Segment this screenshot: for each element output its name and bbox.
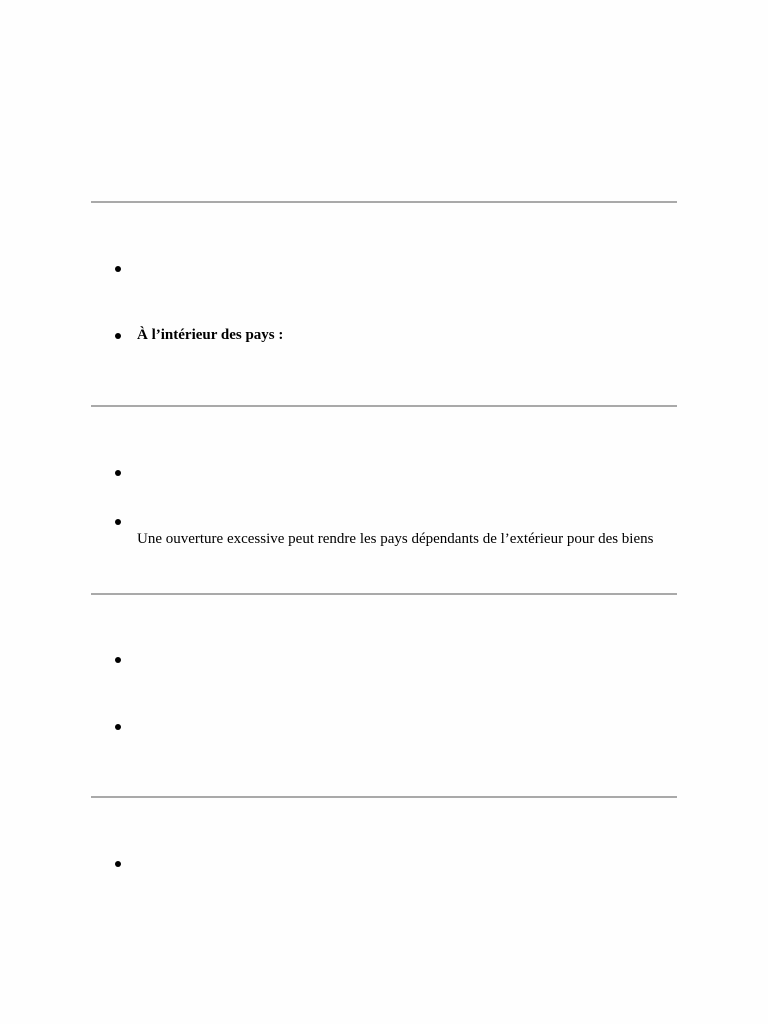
section-divider [91,201,677,203]
list-bullet [115,519,121,525]
list-bullet [115,266,121,272]
section-divider [91,593,677,595]
list-item-text: À l’intérieur des pays : [137,327,284,343]
list-item-text: Une ouverture excessive peut rendre les pays dépendants de l’extérieur pour des biens [137,531,654,547]
list-bullet [115,861,121,867]
list-bullet [115,724,121,730]
list-bullet [115,470,121,476]
list-bullet [115,333,121,339]
section-divider [91,796,677,798]
section-divider [91,405,677,407]
list-bullet [115,657,121,663]
